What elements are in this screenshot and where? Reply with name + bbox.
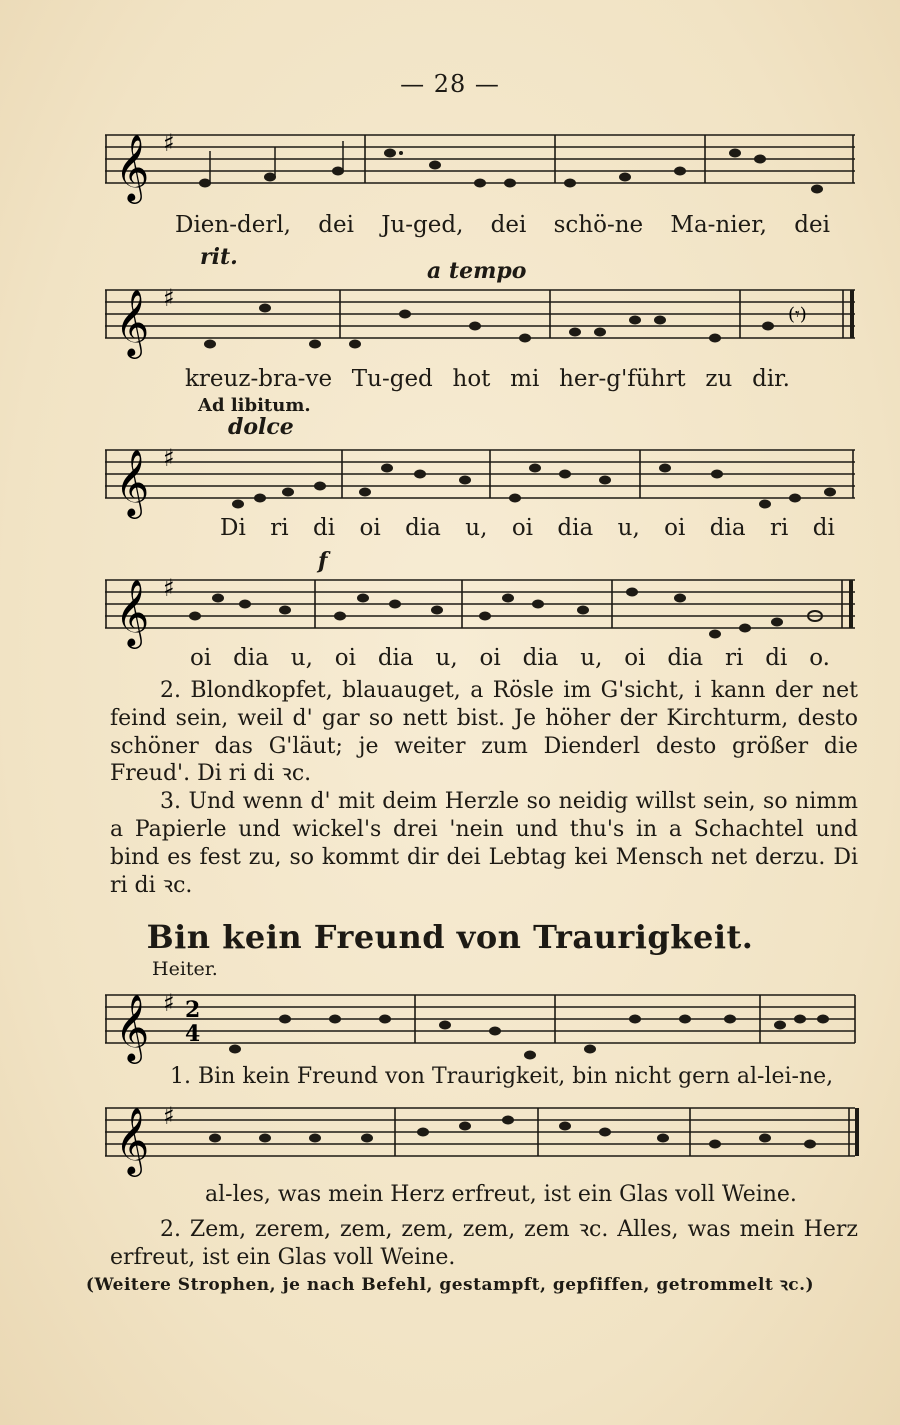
music-staff-3	[105, 440, 860, 520]
song2-lyrics-line-1: 1. Bin kein Freund von Traurigkeit, bin nicht gern al-lei-ne,	[170, 1064, 834, 1089]
treble-clef-icon: 𝄞	[115, 1106, 150, 1174]
lyric-word: Di	[220, 515, 246, 541]
dolce-marking: dolce	[228, 414, 294, 440]
lyric-word: dei	[794, 212, 830, 238]
lyric-word: u,	[290, 645, 313, 671]
lyric-word: dei	[490, 212, 527, 238]
lyric-word: dia	[522, 645, 559, 671]
music-staff-4	[105, 570, 860, 650]
song2-verse-2: 2. Zem, zerem, zem, zem, zem, zem ꝛc. Alles, was mein Herz erfreut, ist ein Glas voll Weine.	[110, 1217, 858, 1270]
staff-2-svg	[105, 280, 860, 360]
footnote: (Weitere Strophen, je nach Befehl, gestampft, gepfiffen, getrommelt ꝛc.)	[85, 1275, 815, 1295]
lyric-word: mi	[510, 366, 540, 392]
lyric-word: ri	[270, 515, 289, 541]
lyric-word: dei	[318, 212, 354, 238]
rit-marking: rit.	[200, 244, 238, 270]
treble-clef-icon: 𝄞	[115, 993, 150, 1061]
lyric-word: Dien-derl,	[175, 212, 291, 238]
lyric-word: ri	[769, 515, 789, 541]
staff-6-svg	[105, 1098, 860, 1178]
lyric-word: oi	[511, 515, 534, 541]
lyric-word: oi	[664, 515, 686, 541]
lyric-word: dia	[667, 645, 704, 671]
lyric-word: oi	[190, 645, 212, 671]
staff-3-svg	[105, 440, 860, 520]
svg-text:♯: ♯	[163, 129, 175, 157]
lyric-word: dia	[377, 645, 414, 671]
lyric-word: dia	[709, 515, 746, 541]
time-signature-bottom: 4	[185, 1021, 201, 1047]
lyric-word: oi	[479, 645, 501, 671]
a-tempo-marking: a tempo	[427, 258, 527, 284]
svg-text:♯: ♯	[163, 989, 175, 1017]
lyric-word: o.	[809, 645, 830, 671]
lyric-word: oi	[359, 515, 381, 541]
song2-lyrics-line-2: al-les, was mein Herz erfreut, ist ein Glas voll Weine.	[205, 1182, 797, 1207]
lyric-word: dia	[405, 515, 441, 541]
lyric-word: di	[312, 515, 336, 541]
song-title: Bin kein Freund von Traurigkeit.	[146, 918, 754, 956]
treble-clef-icon: 𝄞	[115, 288, 150, 356]
lyrics-line-4	[190, 645, 830, 671]
lyrics-line-2	[185, 366, 790, 392]
treble-clef-icon: 𝄞	[115, 578, 150, 646]
time-signature-top: 2	[185, 997, 201, 1023]
lyric-word: di	[765, 645, 788, 671]
lyric-word: dia	[233, 645, 269, 671]
staff-4-svg	[105, 570, 860, 650]
lyric-word: Ju-ged,	[381, 212, 464, 238]
lyric-word: Ma-nier,	[670, 212, 767, 238]
page-number: — 28 —	[400, 70, 500, 98]
svg-text:♯: ♯	[163, 444, 175, 472]
lyric-word: oi	[624, 645, 646, 671]
tempo-marking: Heiter.	[152, 958, 218, 980]
music-staff-2	[105, 280, 860, 360]
lyric-word: dir.	[752, 366, 790, 392]
verse-3: 3. Und wenn d' mit deim Herzle so neidig willst sein, so nimm a Papierle und wickel's drei 'nein und thu's in a Schachtel und bind es fest zu, so kommt dir dei Lebtag kei Mensch net derzu. Di ri di ꝛc.	[110, 789, 858, 898]
lyric-word: her-g'führt	[559, 366, 686, 392]
lyric-word: ri	[725, 645, 744, 671]
music-staff-5	[105, 985, 860, 1065]
lyric-word: u,	[617, 515, 640, 541]
lyric-word: u,	[435, 645, 458, 671]
lyric-word: oi	[334, 645, 356, 671]
lyrics-line-1	[175, 212, 830, 238]
lyric-word: hot	[452, 366, 491, 392]
treble-clef-icon: 𝄞	[115, 133, 150, 201]
svg-text:♯: ♯	[163, 574, 175, 602]
lyric-word: dia	[557, 515, 594, 541]
svg-text:(𝄾): (𝄾)	[788, 304, 807, 325]
svg-text:♯: ♯	[163, 284, 175, 312]
svg-text:♯: ♯	[163, 1102, 175, 1130]
song2-verse-2-block	[110, 1216, 858, 1272]
lyric-word: di	[812, 515, 835, 541]
lyric-word: kreuz-bra-ve	[185, 366, 333, 392]
lyric-word: u,	[465, 515, 488, 541]
lyrics-line-3	[220, 515, 835, 541]
lyric-word: zu	[705, 366, 733, 392]
lyric-word: schö-ne	[553, 212, 644, 238]
lyric-word: Tu-ged	[351, 366, 433, 392]
ad-libitum-marking: Ad libitum.	[198, 395, 311, 416]
staff-5-svg	[105, 985, 860, 1065]
music-staff-1	[105, 125, 860, 205]
song1-verses	[110, 677, 858, 899]
treble-clef-icon: 𝄞	[115, 448, 150, 516]
staff-1-svg	[105, 125, 860, 205]
verse-2: 2. Blondkopfet, blauauget, a Rösle im G'sicht, i kann der net feind sein, weil d' gar so nett bist. Je höher der Kirchturm, desto schöner das G'läut; je weiter zum Dienderl desto größer die Freud'. Di ri di ꝛc.	[110, 678, 858, 787]
forte-marking: f	[318, 548, 328, 574]
music-staff-6	[105, 1098, 860, 1178]
lyric-word: u,	[580, 645, 603, 671]
